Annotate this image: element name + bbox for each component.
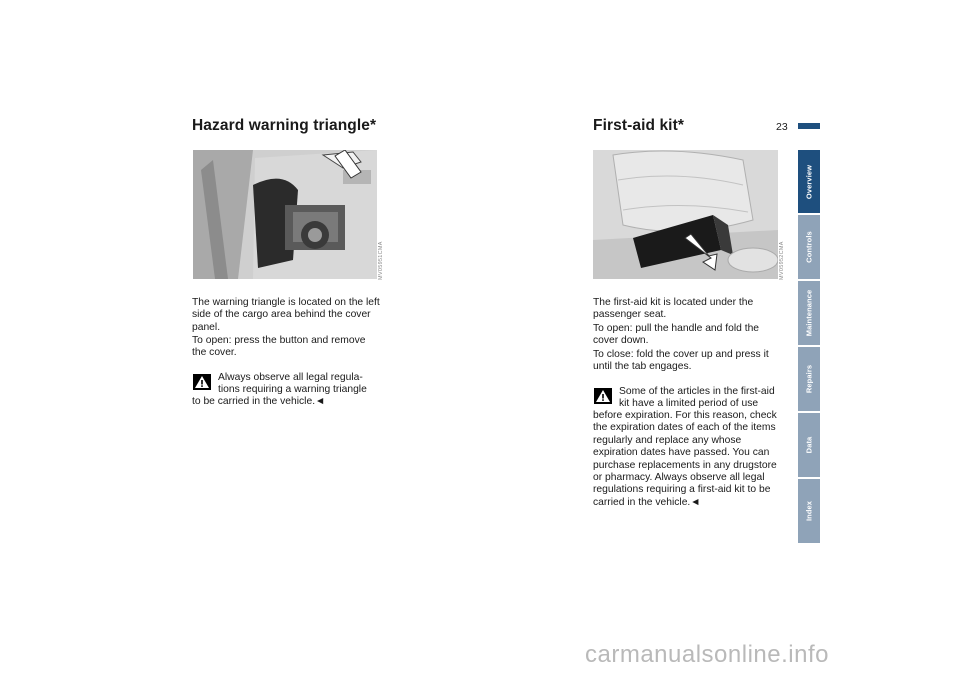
tab-maintenance-label: Maintenance	[804, 289, 814, 337]
right-photo-code: MV05952CMA	[779, 241, 785, 280]
tab-repairs[interactable]	[798, 347, 820, 413]
warning-icon	[193, 374, 211, 390]
tab-controls-label: Controls	[804, 231, 814, 263]
tab-data-label: Data	[804, 436, 814, 454]
tab-maintenance[interactable]	[798, 281, 820, 347]
tab-repairs-label: Repairs	[804, 364, 814, 394]
tab-overview[interactable]	[798, 150, 820, 215]
right-paragraph-1: The first-aid kit is located under the passenger seat.	[593, 297, 754, 321]
page-number: 23	[776, 121, 788, 133]
warning-triangle-photo	[193, 150, 377, 279]
page-marker	[798, 123, 820, 129]
right-paragraph-2: To open: pull the handle and fold the cover down.	[593, 323, 760, 347]
right-note-line-1: Some of the articles in the first-aid	[619, 386, 775, 397]
tab-index-label: Index	[804, 500, 814, 522]
right-paragraph-3: To close: fold the cover up and press it until the tab engages.	[593, 349, 769, 373]
right-note-rest: before expiration. For this reason, check the expiration dates of each of the items regularly and replace any whose expiration dates have passed. You can purchase replacements in any drugstore or pharmacy. Always observe all legal regulations requiring a first-aid kit to be carried in the vehicle.◄	[593, 410, 777, 508]
right-note-line-2: kit have a limited period of use	[619, 398, 759, 409]
left-note-rest: to be carried in the vehicle.◄	[192, 396, 326, 407]
left-paragraph-2: To open: press the button and remove the cover.	[192, 335, 366, 359]
tab-overview-label: Overview	[804, 164, 814, 199]
warning-icon	[594, 388, 612, 404]
left-photo-code: MV05951CMA	[378, 241, 384, 280]
tab-index[interactable]	[798, 479, 820, 545]
right-section-title: First-aid kit*	[593, 117, 684, 134]
tab-controls[interactable]	[798, 215, 820, 281]
left-paragraph-1: The warning triangle is located on the left side of the cargo area behind the cover panel.	[192, 297, 380, 333]
left-section-title: Hazard warning triangle*	[192, 117, 377, 134]
left-note-line-2: tions requiring a warning triangle	[218, 384, 367, 395]
watermark: carmanualsonline.info	[585, 641, 829, 668]
left-note-line-1: Always observe all legal regula-	[218, 372, 363, 383]
tab-data[interactable]	[798, 413, 820, 479]
first-aid-kit-photo	[593, 150, 778, 279]
